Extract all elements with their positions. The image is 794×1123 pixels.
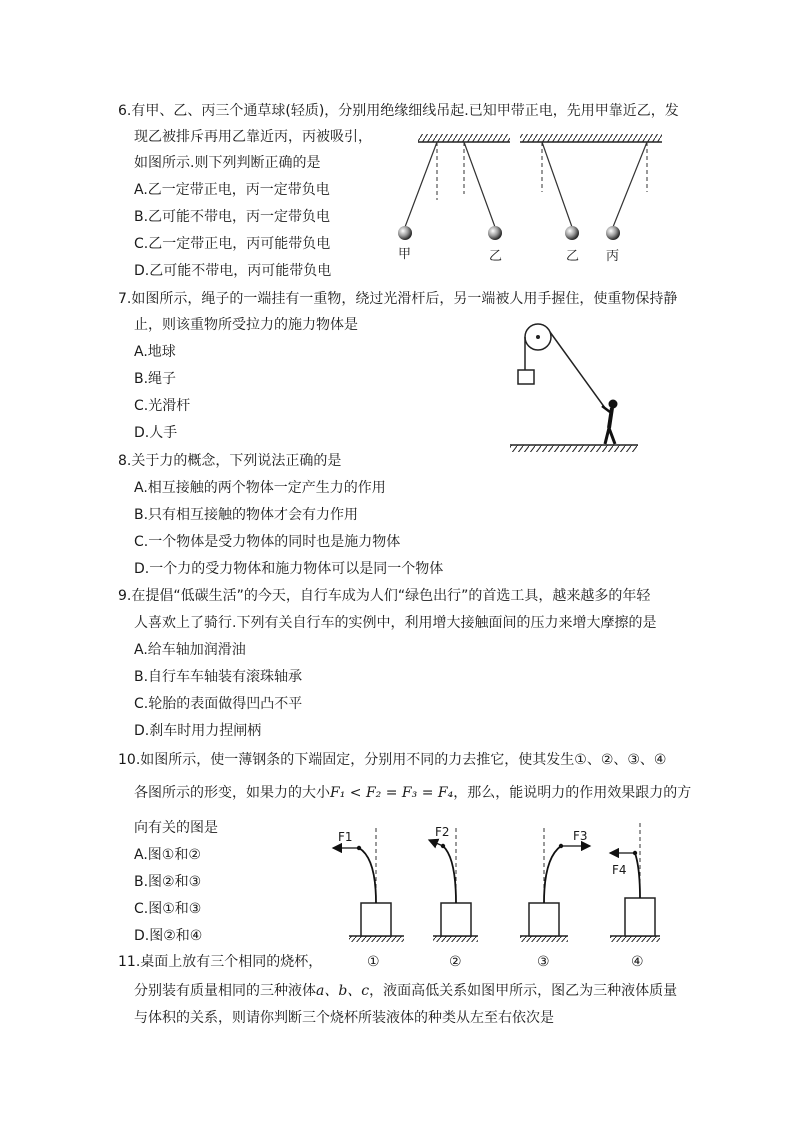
q7-stem-line1: 7.如图所示，绳子的一端挂有一重物，绕过光滑杆后，另一端被人用手握住，使重物保持静 <box>118 291 678 307</box>
q7-stem-line2: 止，则该重物所受拉力的施力物体是 <box>134 317 358 333</box>
q8-option-a[interactable]: A.相互接触的两个物体一定产生力的作用 <box>134 480 386 496</box>
q8-option-b[interactable]: B.只有相互接触的物体才会有力作用 <box>134 507 359 523</box>
label-bing: 丙 <box>606 249 620 264</box>
label-jia: 甲 <box>398 247 412 262</box>
q6-option-d[interactable]: D.乙可能不带电，丙可能带负电 <box>134 263 332 279</box>
q8-option-c[interactable]: C.一个物体是受力物体的同时也是施力物体 <box>134 534 401 550</box>
q10-option-b[interactable]: B.图②和③ <box>134 874 202 890</box>
force-label-f3: F3 <box>573 829 588 843</box>
q10-option-d[interactable]: D.图②和④ <box>134 928 203 944</box>
q9-stem-line2: 人喜欢上了骑行.下列有关自行车的实例中，利用增大接触面间的压力来增大摩擦的是 <box>134 615 657 631</box>
ball-yi <box>488 226 502 240</box>
ball-yi-2 <box>565 226 579 240</box>
q9-option-d[interactable]: D.刹车时用力捏闸柄 <box>134 723 262 739</box>
q9-option-c[interactable]: C.轮胎的表面做得凹凸不平 <box>134 696 303 712</box>
rope <box>550 332 605 408</box>
q10-option-c[interactable]: C.图①和③ <box>134 901 202 917</box>
q11-vars: a、b、c <box>316 983 370 999</box>
q6-pendulum-figure <box>385 130 675 270</box>
q6-option-b[interactable]: B.乙可能不带电，丙一定带负电 <box>134 209 331 225</box>
q9-option-b[interactable]: B.自行车车轴装有滚珠轴承 <box>134 669 303 685</box>
fig-label-1: ① <box>367 954 380 970</box>
q7-option-c[interactable]: C.光滑杆 <box>134 398 191 414</box>
q7-option-b[interactable]: B.绳子 <box>134 371 177 387</box>
label-yi-2: 乙 <box>566 249 580 264</box>
thread <box>405 142 437 227</box>
q10-stem-line2-b: ，那么，能说明力的作用效果跟力的方 <box>453 785 692 801</box>
q11-stem-line1: 11.桌面上放有三个相同的烧杯， <box>118 954 323 970</box>
ceiling-right <box>520 134 662 142</box>
thread <box>613 142 647 227</box>
strip-fig-2 <box>429 828 478 942</box>
q6-option-a[interactable]: A.乙一定带正电，丙一定带负电 <box>134 182 330 198</box>
q9-option-a[interactable]: A.给车轴加润滑油 <box>134 642 246 658</box>
fig-label-3: ③ <box>537 954 550 970</box>
q10-stem-line1: 10.如图所示，使一薄钢条的下端固定，分别用不同的力去推它，使其发生①、②、③、④ <box>118 752 667 768</box>
q6-stem-line2: 现乙被排斥再用乙靠近丙，丙被吸引， <box>134 129 372 145</box>
thread <box>542 142 572 227</box>
q7-option-a[interactable]: A.地球 <box>134 344 176 360</box>
force-label-f4: F4 <box>612 863 627 877</box>
ball-bing <box>606 226 620 240</box>
q11-stem-line2 <box>134 981 677 1001</box>
weight <box>518 370 534 384</box>
q10-stem-line2 <box>134 783 691 803</box>
q8-stem: 8.关于力的概念，下列说法正确的是 <box>118 453 342 469</box>
thread <box>464 142 495 227</box>
q11-stem-line3: 与体积的关系，则请你判断三个烧杯所装液体的种类从左至右依次是 <box>134 1010 554 1026</box>
q10-stem-line3: 向有关的图是 <box>134 820 218 836</box>
q9-stem-line1: 9.在提倡“低碳生活”的今天，自行车成为人们“绿色出行”的首选工具，越来越多的年轻 <box>118 588 651 604</box>
fig-label-4: ④ <box>631 954 644 970</box>
label-yi: 乙 <box>489 249 503 264</box>
q10-formula: F₁ < F₂ = F₃ = F₄ <box>330 785 454 801</box>
fig-label-2: ② <box>449 954 462 970</box>
strip-fig-4 <box>610 823 660 942</box>
force-label-f2: F2 <box>435 825 450 839</box>
q7-pulley-figure <box>505 318 645 458</box>
force-label-f1: F1 <box>338 830 353 844</box>
q10-steel-strip-figure <box>325 818 670 978</box>
person-icon <box>602 400 617 444</box>
q11-stem-line2-a: 分别装有质量相同的三种液体 <box>134 983 316 999</box>
q10-option-a[interactable]: A.图①和② <box>134 847 201 863</box>
ceiling-left <box>418 134 510 142</box>
q10-stem-line2-a: 各图所示的形变，如果力的大小 <box>134 785 330 801</box>
q6-option-c[interactable]: C.乙一定带正电，丙可能带负电 <box>134 236 331 252</box>
q8-option-d[interactable]: D.一个力的受力物体和施力物体可以是同一个物体 <box>134 561 444 577</box>
ball-jia <box>398 226 412 240</box>
q6-stem-line1: 6.有甲、乙、丙三个通草球(轻质)，分别用绝缘细线吊起.已知甲带正电，先用甲靠近乙，发 <box>118 103 679 119</box>
q6-stem-line3: 如图所示.则下列判断正确的是 <box>134 155 321 171</box>
q11-stem-line2-b: ，液面高低关系如图甲所示，图乙为三种液体质量 <box>369 983 678 999</box>
q7-option-d[interactable]: D.人手 <box>134 425 178 441</box>
